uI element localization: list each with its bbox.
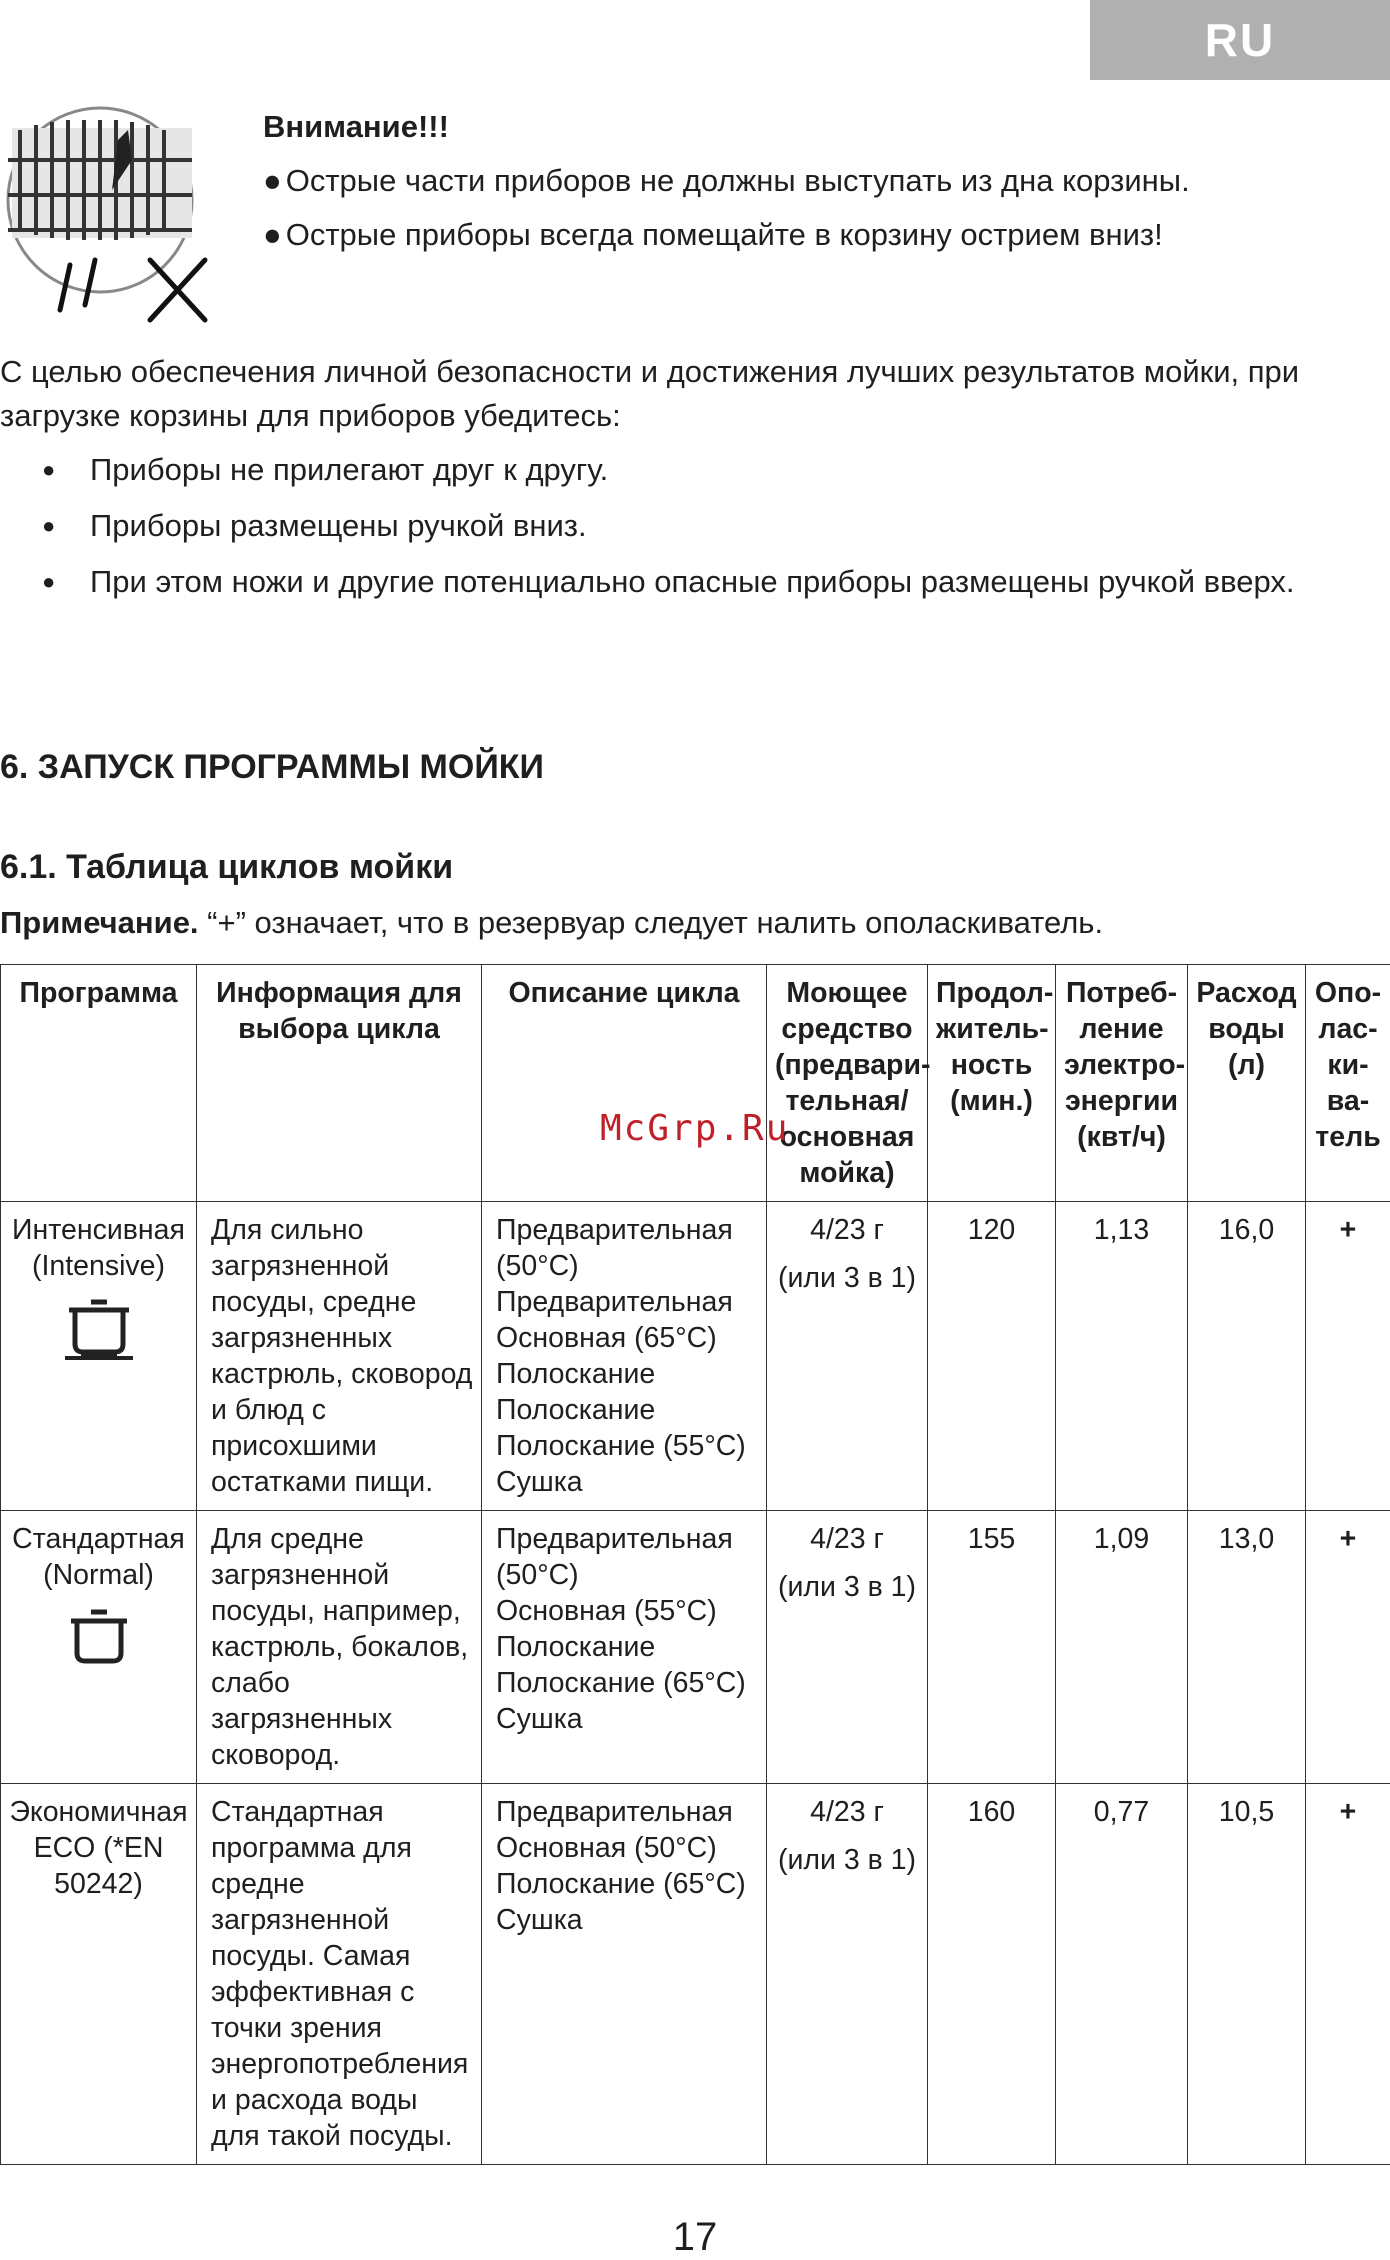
normal-pot-icon (67, 1607, 131, 1665)
water-cell: 16,0 (1188, 1202, 1306, 1511)
program-cell (1, 1202, 197, 1511)
table-row (1, 1202, 1390, 1511)
intro-paragraph: С целью обеспечения личной безопасности и достижения лучших результатов мойки, при загрузке корзины для приборов убедитесь: (0, 350, 1390, 438)
header-info: Информация для выбора цикла (197, 965, 482, 1202)
detergent-alt: (или 3 в 1) (775, 1569, 919, 1605)
cycle-step: Полоскание (65°C) (496, 1866, 758, 1902)
warning-block (263, 100, 1190, 262)
cycle-step: Полоскание (496, 1392, 758, 1428)
cycle-step: Сушка (496, 1902, 758, 1938)
energy-cell: 1,13 (1056, 1202, 1188, 1511)
checklist-item: ● При этом ножи и другие потенциально опасные приборы размещены ручкой вверх. (0, 560, 1295, 616)
rinse-aid-cell: + (1306, 1784, 1390, 2165)
header-duration: Продол-житель-ность (мин.) (928, 965, 1056, 1202)
detergent-cell (767, 1511, 928, 1784)
rinse-aid-cell: + (1306, 1511, 1390, 1784)
section-title: 6. ЗАПУСК ПРОГРАММЫ МОЙКИ (0, 748, 544, 787)
cutlery-basket-icon (0, 100, 215, 325)
cycle-step: Предварительная (496, 1284, 758, 1320)
cycle-step: Полоскание (496, 1629, 758, 1665)
duration-cell: 120 (928, 1202, 1056, 1511)
energy-cell: 0,77 (1056, 1784, 1188, 2165)
cycle-step: Предварительная (50°C) (496, 1521, 758, 1593)
header-detergent: Моющее средство (предвари-тельная/ основная мойка) (767, 965, 928, 1202)
cycle-step: Полоскание (496, 1356, 758, 1392)
note-text: “+” означает, что в резервуар следует налить ополаскиватель. (199, 905, 1104, 940)
header-water: Расход воды (л) (1188, 965, 1306, 1202)
header-description: Описание цикла (482, 965, 767, 1202)
program-cell (1, 1784, 197, 2165)
note-label: Примечание. (0, 905, 199, 940)
detergent-amount: 4/23 г (775, 1212, 919, 1248)
detergent-amount: 4/23 г (775, 1521, 919, 1557)
detergent-alt: (или 3 в 1) (775, 1260, 919, 1296)
table-header-row (1, 965, 1390, 1202)
rinse-aid-cell: + (1306, 1202, 1390, 1511)
cycle-step: Основная (50°C) (496, 1830, 758, 1866)
table-row (1, 1511, 1390, 1784)
header-rinse-aid: Опо-лас-ки-ва-тель (1306, 965, 1390, 1202)
cycle-step: Основная (65°C) (496, 1320, 758, 1356)
warning-title: Внимание!!! (263, 100, 1190, 154)
checklist-item: ● Приборы размещены ручкой вниз. (0, 504, 1295, 560)
cycle-step: Полоскание (55°C) (496, 1428, 758, 1464)
warning-item: ● Острые части приборов не должны выступать из дна корзины. (263, 154, 1190, 208)
duration-cell: 155 (928, 1511, 1056, 1784)
steps-cell (482, 1784, 767, 2165)
cycle-step: Полоскание (65°C) (496, 1665, 758, 1701)
language-badge: RU (1090, 0, 1390, 80)
table-note (0, 905, 1103, 941)
subsection-title: 6.1. Таблица циклов мойки (0, 848, 453, 887)
cycle-step: Предварительная (496, 1794, 758, 1830)
header-energy: Потреб-ление электро-энергии (квт/ч) (1056, 965, 1188, 1202)
program-name: Стандартная (Normal) (9, 1521, 188, 1593)
cycle-step: Сушка (496, 1701, 758, 1737)
intensive-pot-icon (61, 1298, 137, 1360)
warning-item: ● Острые приборы всегда помещайте в корзину острием вниз! (263, 208, 1190, 262)
steps-cell (482, 1511, 767, 1784)
duration-cell: 160 (928, 1784, 1056, 2165)
cycle-step: Основная (55°C) (496, 1593, 758, 1629)
cycle-step: Сушка (496, 1464, 758, 1500)
steps-cell (482, 1202, 767, 1511)
info-cell: Стандартная программа для средне загрязненной посуды. Самая эффективная с точки зрения энергопотребления и расхода воды для такой посуды. (197, 1784, 482, 2165)
energy-cell: 1,09 (1056, 1511, 1188, 1784)
water-cell: 10,5 (1188, 1784, 1306, 2165)
info-cell: Для средне загрязненной посуды, например, кастрюль, бокалов, слабо загрязненных сковород. (197, 1511, 482, 1784)
water-cell: 13,0 (1188, 1511, 1306, 1784)
watermark: McGrp.Ru (600, 1108, 789, 1149)
detergent-alt: (или 3 в 1) (775, 1842, 919, 1878)
detergent-cell (767, 1202, 928, 1511)
info-cell: Для сильно загрязненной посуды, средне загрязненных кастрюль, сковород и блюд с присохшими остатками пищи. (197, 1202, 482, 1511)
program-name: Экономичная ECO (*EN 50242) (9, 1794, 188, 1902)
loading-checklist (0, 448, 1295, 616)
detergent-cell (767, 1784, 928, 2165)
cycle-step: Предварительная (50°C) (496, 1212, 758, 1284)
detergent-amount: 4/23 г (775, 1794, 919, 1830)
checklist-item: ● Приборы не прилегают друг к другу. (0, 448, 1295, 504)
page-number: 17 (0, 2215, 1390, 2260)
header-program: Программа (1, 965, 197, 1202)
program-cell (1, 1511, 197, 1784)
program-name: Интенсивная (Intensive) (9, 1212, 188, 1284)
table-row (1, 1784, 1390, 2165)
